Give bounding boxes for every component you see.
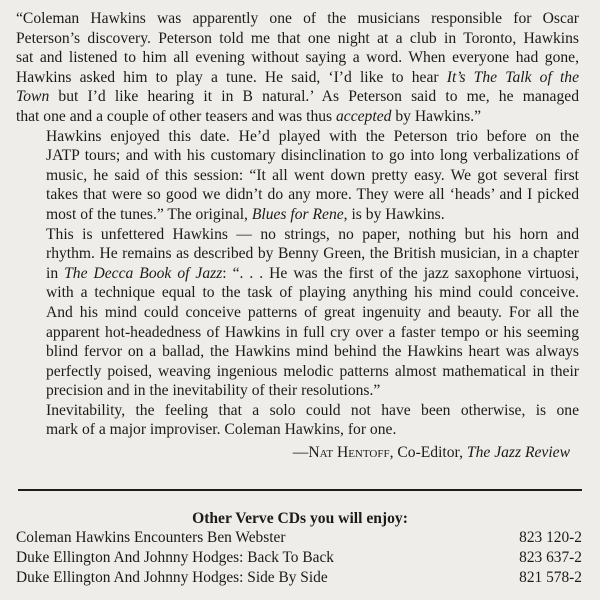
text-run: in	[46, 264, 65, 282]
text-line: music, he said of this session: “It all went down pretty easy. We got several first	[46, 166, 579, 184]
text-line	[16, 205, 579, 225]
text-run: , is by Hawkins.	[343, 205, 445, 223]
text-run: : “. . . He was the first of the jazz saxophone virtuosi,	[222, 264, 579, 282]
text-line: This is unfettered Hawkins — no strings, no paper, nothing but his horn and	[46, 225, 579, 243]
byline-role: , Co-Editor,	[389, 444, 467, 461]
paragraph-1	[16, 9, 579, 127]
emphasis: accepted	[336, 107, 392, 125]
text-line: mark of a major improviser. Coleman Hawkins, for one.	[46, 421, 397, 439]
byline-publication: The Jazz Review	[466, 444, 570, 461]
text-line: “Coleman Hawkins was apparently one of the musicians responsible for Oscar	[16, 10, 579, 27]
cd-catalog-number: 823 120-2	[519, 529, 582, 546]
text-line: Inevitability, the feeling that a solo could not have been otherwise, is one	[46, 401, 579, 419]
cd-title: Duke Ellington And Johnny Hodges: Side By Side	[16, 568, 328, 586]
liner-notes-body	[16, 9, 579, 440]
text-line: apparent hot-headedness of Hawkins in full cry over a faster tempo or his seeming	[46, 323, 579, 341]
cd-title: Duke Ellington And Johnny Hodges: Back To Back	[16, 548, 334, 566]
song-title: It’s The Talk of the	[446, 68, 579, 86]
book-title: The Decca Book of Jazz	[64, 264, 223, 282]
other-cds-heading: Other Verve CDs you will enjoy:	[192, 510, 408, 527]
section-divider	[18, 489, 582, 491]
paragraph-3	[16, 225, 579, 401]
text-line: Peterson’s discovery. Peterson told me that one night at a club in Toronto, Hawkins	[16, 29, 579, 47]
byline-dash: —	[292, 444, 309, 461]
text-line: precision and in the inevitability of their resolutions.”	[46, 382, 381, 400]
cd-list-item	[16, 528, 582, 548]
byline-author: Nat Hentoff	[308, 444, 390, 461]
text-line: And his mind could conceive patterns of great ingenuity and beauty. For all the	[46, 303, 579, 321]
text-line: with a technique equal to the task of playing anything his mind could conceive.	[46, 284, 579, 302]
other-cds-list	[16, 528, 582, 587]
text-line	[16, 264, 579, 284]
text-run: Hawkins asked him to play a tune. He said, ‘I’d like to hear	[16, 68, 447, 86]
cd-list-item	[16, 548, 582, 568]
text-line	[16, 107, 579, 127]
text-line: Hawkins enjoyed this date. He’d played with the Peterson trio before on the	[46, 127, 579, 145]
text-line: takes that were so good we didn’t do any more. They were all ‘heads’ and I picked	[46, 186, 579, 204]
text-line: rhythm. He remains as described by Benny Green, the British musician, in a chapter	[46, 245, 579, 263]
text-run: that one and a couple of other teasers and was thus	[16, 107, 336, 125]
song-title: Town	[16, 88, 50, 106]
cd-title: Coleman Hawkins Encounters Ben Webster	[16, 529, 286, 546]
paragraph-4	[16, 401, 579, 440]
cd-catalog-number: 821 578-2	[519, 568, 582, 586]
paragraph-2	[16, 127, 579, 225]
text-run: most of the tunes.” The original,	[46, 205, 252, 223]
cd-catalog-number: 823 637-2	[519, 548, 582, 566]
song-title: Blues for Rene	[251, 205, 344, 223]
text-line: perfectly poised, weaving ingenious melodic patterns almost mathematical in their	[46, 362, 579, 380]
text-line	[16, 87, 579, 107]
text-line	[16, 68, 579, 88]
text-run: by Hawkins.”	[391, 107, 482, 125]
text-run: but I’d like hearing it in B natural.’ As Peterson said to me, he managed	[49, 88, 579, 106]
byline	[293, 444, 570, 462]
cd-list-item	[16, 568, 582, 588]
text-line: sat and listened to him all evening without saying a word. When everyone had gone,	[16, 49, 579, 67]
text-line: JATP tours; and with his customary disinclination to go into long verbalizations of	[46, 147, 579, 165]
text-line: blind fervor on a ballad, the Hawkins mind behind the Hawkins heart was always	[46, 343, 579, 361]
